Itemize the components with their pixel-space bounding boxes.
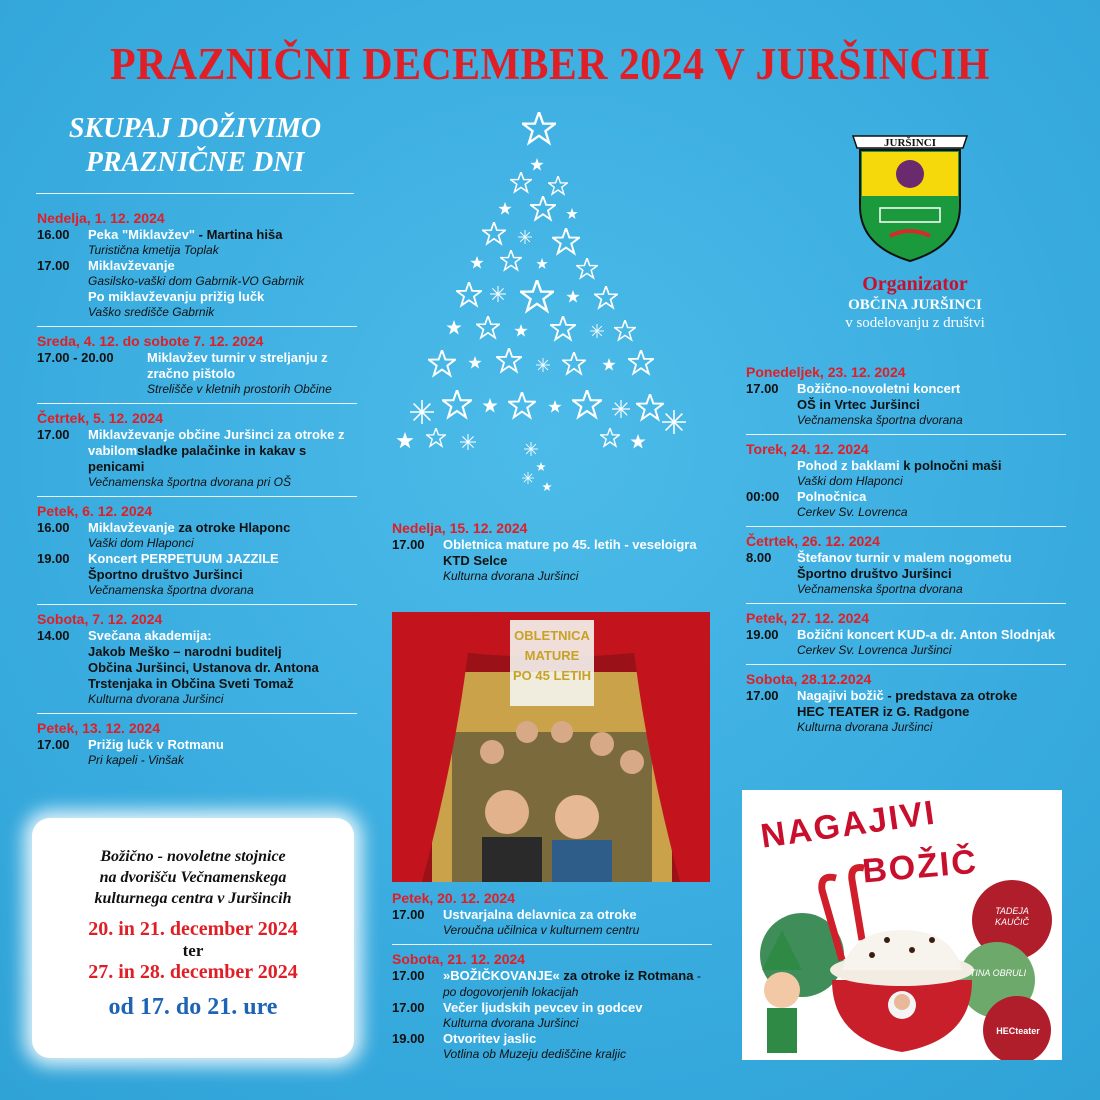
event-name-suffix: sladke palačinke in kakav s penicami: [88, 443, 307, 474]
event-location: Cerkev Sv. Lovrenca: [797, 505, 908, 519]
event-name: Pohod z baklami: [797, 458, 900, 473]
schedule-event: [392, 1031, 712, 1062]
schedule-day: [37, 333, 357, 397]
event-name: Božično-novoletni koncert: [797, 381, 961, 396]
section-divider: [746, 526, 1066, 527]
event-title: [88, 551, 357, 567]
event-performer: OŠ in Vrtec Juršinci: [797, 397, 920, 412]
section-divider: [746, 664, 1066, 665]
event-time: 17.00: [392, 1000, 425, 1015]
event-performer: KTD Selce: [443, 553, 508, 568]
poster-title-line-1: NAGAJIVI: [758, 793, 939, 856]
event-location: Vaški dom Hlaponci: [88, 536, 194, 550]
event-title: [797, 627, 1066, 643]
event-time: 17.00: [392, 907, 425, 922]
section-divider: [37, 326, 357, 327]
organizer-with: v sodelovanju z društvi: [845, 315, 985, 331]
day-date: Petek, 27. 12. 2024: [746, 610, 869, 626]
schedule-day: [37, 210, 357, 320]
event-time: 17.00: [392, 968, 425, 983]
stalls-line-2: na dvorišču Večnamenskega: [99, 869, 287, 886]
schedule-day: [746, 671, 1066, 735]
section-divider: [37, 713, 357, 714]
event-title: [443, 907, 712, 923]
event-name-suffix: k polnočni maši: [903, 458, 1002, 473]
event-name: Prižig lučk v Rotmanu: [88, 737, 224, 752]
event-title: [88, 227, 357, 243]
section-divider: [37, 403, 357, 404]
event-performer: Športno društvo Juršinci: [797, 566, 952, 581]
organizer-block: [790, 272, 1040, 332]
subtitle: [30, 112, 360, 180]
section-divider: [392, 944, 712, 945]
event-time: 17.00 - 20.00: [37, 350, 114, 365]
schedule-event: [746, 627, 1066, 658]
event-time: 17.00: [746, 381, 779, 396]
theatre-photo: [392, 612, 710, 882]
event-location: Turistična kmetija Toplak: [88, 243, 219, 257]
event-name: Otvoritev jaslic: [443, 1031, 537, 1046]
poster-brand: HECteater: [996, 1026, 1040, 1036]
event-time: 19.00: [746, 627, 779, 642]
event-name: Koncert PERPETUUM JAZZILE: [88, 551, 279, 566]
stalls-hours: od 17. do 21. ure: [108, 994, 278, 1020]
event-time: 8.00: [746, 550, 772, 565]
event-title: [88, 628, 357, 644]
schedule-event: [37, 427, 357, 490]
event-italic-tail: - po dogovorjenih lokacijah: [443, 969, 701, 999]
event-separator: -: [883, 688, 896, 703]
schedule-event: [746, 688, 1066, 735]
event-name: Večer ljudskih pevcev in godcev: [443, 1000, 643, 1015]
schedule-event: [746, 458, 1066, 489]
event-time: 17.00: [37, 737, 70, 752]
schedule-day: [37, 410, 357, 490]
event-title: [443, 1000, 712, 1016]
schedule-middle-top: [392, 520, 712, 584]
jursinci-coat-of-arms-icon: [845, 116, 975, 266]
event-separator: -: [195, 227, 207, 242]
schedule-event: [392, 537, 712, 584]
event-time: 19.00: [37, 551, 70, 566]
event-title: [88, 520, 357, 536]
photo-banner-line-3: PO 45 LETIH: [512, 668, 592, 683]
schedule-event: [746, 381, 1066, 428]
day-date: Petek, 6. 12. 2024: [37, 503, 153, 519]
event-title: [443, 968, 712, 1000]
schedule-day: [392, 951, 712, 1062]
day-date: Torek, 24. 12. 2024: [746, 441, 869, 457]
event-location: Večnamenska športna dvorana: [88, 583, 254, 597]
schedule-event: [392, 907, 712, 938]
event-location: Kulturna dvorana Juršinci: [443, 1016, 579, 1030]
stalls-line-1: Božično - novoletne stojnice: [100, 848, 286, 865]
event-name: Miklavževanje: [88, 520, 175, 535]
organizer-name: OBČINA JURŠINCI: [848, 297, 982, 313]
stalls-line-3: kulturnega centra v Juršincih: [94, 890, 292, 907]
page-title: PRAZNIČNI DECEMBER 2024 V JURŠINCIH: [110, 39, 990, 89]
poster-name-1: TADEJA KAUČIČ: [994, 906, 1029, 927]
schedule-event: [37, 628, 357, 707]
schedule-event: [37, 520, 357, 551]
event-title: [797, 458, 1066, 474]
event-title: [147, 350, 357, 382]
event-name-suffix: predstava za otroke: [895, 688, 1018, 703]
day-date: Ponedeljek, 23. 12. 2024: [746, 364, 906, 380]
schedule-day: [746, 364, 1066, 428]
nagajivi-bozic-poster: [742, 790, 1062, 1060]
event-title: [443, 1031, 712, 1047]
event-title: [797, 688, 1066, 704]
event-organizers: Občina Juršinci, Ustanova dr. Antona Trstenjaka in Občina Sveti Tomaž: [88, 660, 319, 691]
schedule-event: [37, 350, 357, 397]
schedule-day: [392, 520, 712, 584]
event-title: [797, 489, 1066, 505]
schedule-event: [746, 489, 1066, 520]
schedule-event: [746, 550, 1066, 597]
event-performer: Športno društvo Juršinci: [88, 567, 243, 582]
schedule-event: [392, 968, 712, 1000]
day-date: Sobota, 28.12.2024: [746, 671, 872, 687]
event-location: Večnamenska športna dvorana: [797, 413, 963, 427]
event-location: Vaški dom Hlaponci: [797, 474, 903, 488]
schedule-day: [37, 720, 357, 768]
event-location: Strelišče v kletnih prostorih Občine: [147, 382, 332, 396]
event-title: [797, 550, 1066, 566]
event-name-suffix: Martina hiša: [206, 227, 283, 242]
poster-title-line-2: BOŽIČ: [860, 842, 980, 891]
christmas-tree-icon: [390, 110, 690, 500]
schedule-event: [37, 227, 357, 258]
event-location: Pri kapeli - Vinšak: [88, 753, 184, 767]
event-name: Svečana akademija:: [88, 628, 212, 643]
event-title: [797, 381, 1066, 397]
event-time: 14.00: [37, 628, 70, 643]
poster-name-2: TINA OBRULI: [969, 968, 1027, 978]
section-divider: [37, 496, 357, 497]
organizer-label: Organizator: [862, 273, 968, 295]
event-location: Gasilsko-vaški dom Gabrnik-VO Gabrnik: [88, 274, 305, 288]
event-name-suffix: za otroke iz Rotmana: [563, 968, 694, 983]
event-name: Ustvarjalna delavnica za otroke: [443, 907, 637, 922]
event-location: Večnamenska športna dvorana: [797, 582, 963, 596]
event-name: Miklavžev turnir v streljanju z zračno pištolo: [147, 350, 328, 381]
event-location: Kulturna dvorana Juršinci: [88, 692, 224, 706]
day-date: Petek, 13. 12. 2024: [37, 720, 160, 736]
day-date: Četrtek, 26. 12. 2024: [746, 533, 880, 549]
day-date: Sobota, 7. 12. 2024: [37, 611, 163, 627]
day-date: Četrtek, 5. 12. 2024: [37, 410, 164, 426]
section-divider: [746, 434, 1066, 435]
photo-banner: [510, 626, 594, 686]
schedule-day: [746, 441, 1066, 520]
schedule-right-column: [746, 364, 1066, 735]
event-performer: Jakob Meško – narodni buditelj: [88, 644, 282, 659]
logo-label: JURŠINCI: [884, 137, 936, 149]
event-performer: HEC TEATER iz G. Radgone: [797, 704, 970, 719]
event-location: Kulturna dvorana Juršinci: [443, 569, 579, 583]
event-title: [88, 427, 357, 475]
event-location: Kulturna dvorana Juršinci: [797, 720, 933, 734]
event-time: 17.00: [37, 258, 70, 273]
event-location: Večnamenska športna dvorana pri OŠ: [88, 475, 291, 489]
event-name: »BOŽIČKOVANJE«: [443, 968, 560, 983]
subtitle-line-2: PRAZNIČNE DNI: [85, 147, 305, 178]
schedule-event: [392, 1000, 712, 1031]
schedule-day: [746, 533, 1066, 597]
event-time: 16.00: [37, 520, 70, 535]
event-time: 16.00: [37, 227, 70, 242]
event-extra: Po miklavževanju prižig lučk: [88, 289, 265, 304]
subtitle-rule: [36, 193, 354, 194]
day-date: Sobota, 21. 12. 2024: [392, 951, 526, 967]
stalls-date-1: 20. in 21. december 2024: [88, 918, 298, 940]
schedule-day: [37, 611, 357, 707]
event-location: Veroučna učilnica v kulturnem centru: [443, 923, 640, 937]
schedule-middle-bottom: [392, 890, 712, 1062]
event-time: 00:00: [746, 489, 780, 504]
day-date: Nedelja, 15. 12. 2024: [392, 520, 528, 536]
schedule-day: [392, 890, 712, 938]
event-name: Miklavževanje: [88, 258, 175, 273]
schedule-day: [746, 610, 1066, 658]
event-time: 19.00: [392, 1031, 425, 1046]
day-date: Nedelja, 1. 12. 2024: [37, 210, 165, 226]
event-name: Polnočnica: [797, 489, 867, 504]
event-name: Štefanov turnir v malem nogometu: [797, 550, 1012, 565]
event-name: Božični koncert KUD-a dr. Anton Slodnjak: [797, 627, 1056, 642]
event-title: [88, 737, 357, 753]
event-location: Votlina ob Muzeju dediščine kraljic: [443, 1047, 626, 1061]
schedule-day: [37, 503, 357, 598]
stalls-info-box: [32, 818, 354, 1058]
section-divider: [37, 604, 357, 605]
event-name-suffix: za otroke Hlaponc: [178, 520, 291, 535]
event-location-2: Vaško središče Gabrnik: [88, 305, 215, 319]
event-time: 17.00: [37, 427, 70, 442]
event-name: Peka "Miklavžev": [88, 227, 196, 242]
section-divider: [746, 603, 1066, 604]
schedule-event: [37, 258, 357, 320]
event-name: Miklavževanje občine Juršinci za otroke z vabilom: [88, 427, 345, 458]
event-title: [88, 258, 357, 274]
schedule-event: [37, 737, 357, 768]
day-date: Sreda, 4. 12. do sobote 7. 12. 2024: [37, 333, 264, 349]
stalls-date-2: 27. in 28. december 2024: [88, 961, 298, 983]
schedule-event: [37, 551, 357, 598]
event-location: Cerkev Sv. Lovrenca Juršinci: [797, 643, 952, 657]
photo-banner-line-1: OBLETNICA: [514, 628, 590, 643]
schedule-left-column: [37, 210, 357, 768]
day-date: Petek, 20. 12. 2024: [392, 890, 515, 906]
event-time: 17.00: [746, 688, 779, 703]
event-name: Nagajivi božič: [797, 688, 884, 703]
event-name: Obletnica mature po 45. letih - veseloigra: [443, 537, 697, 552]
stalls-conjunction: ter: [182, 941, 204, 960]
subtitle-line-1: SKUPAJ DOŽIVIMO: [68, 113, 322, 144]
event-time: 17.00: [392, 537, 425, 552]
event-title: [443, 537, 712, 553]
photo-banner-line-2: MATURE: [524, 648, 580, 663]
